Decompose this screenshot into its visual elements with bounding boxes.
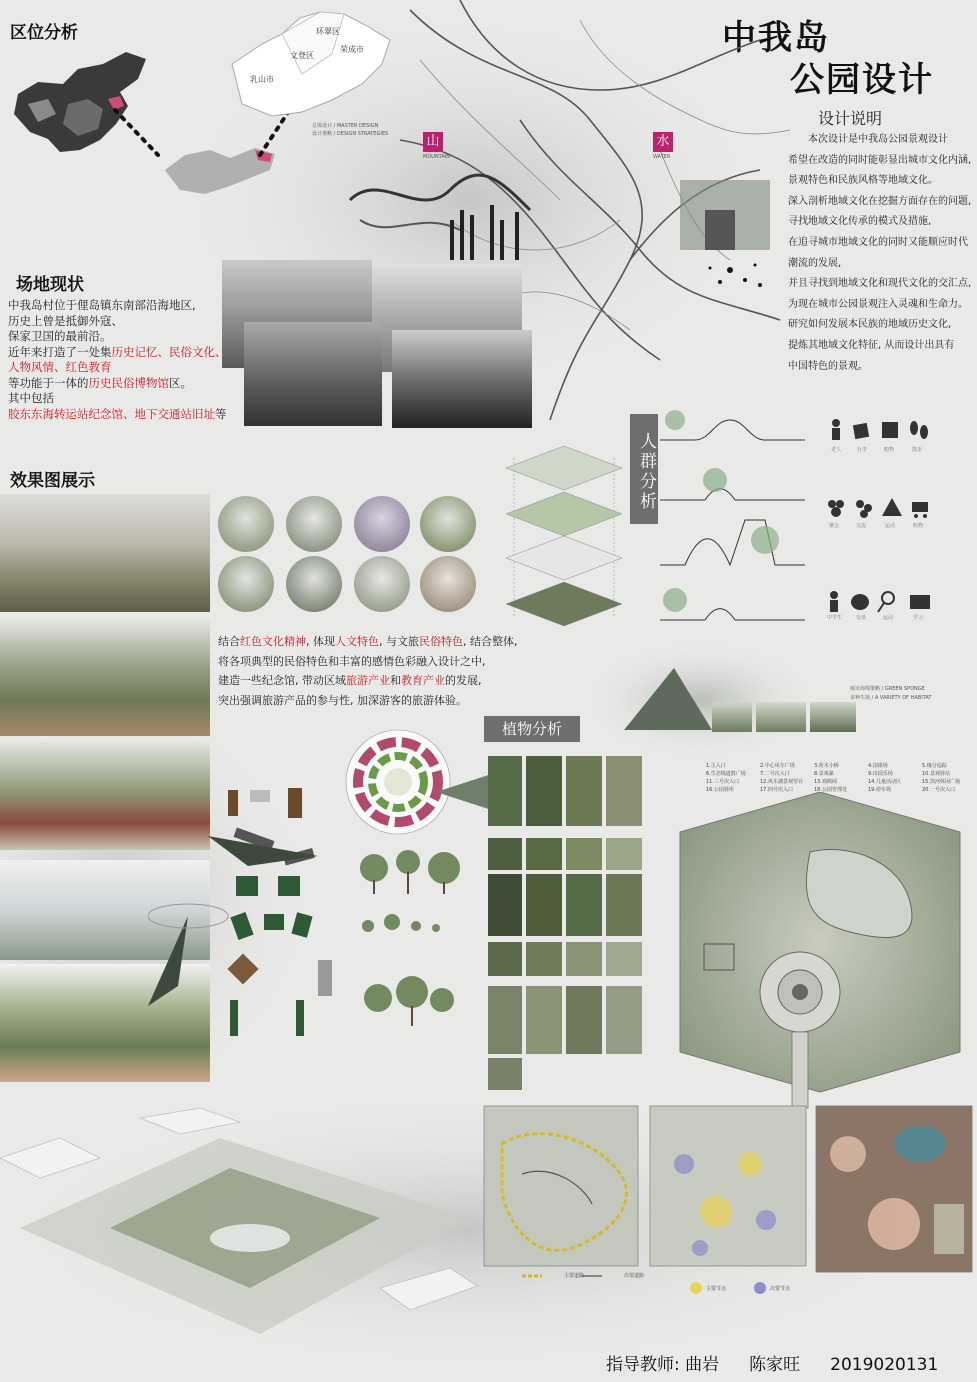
water-caption: WATER (653, 154, 671, 160)
design-line: 潮流的发展, (788, 257, 842, 269)
legend-item: 9.田园乐场 (868, 771, 893, 777)
effects-title: 效果图展示 (10, 471, 95, 491)
crowd-icons-row3 (826, 590, 936, 614)
title-line-2: 公园设计 (790, 60, 934, 100)
icon-caption: 中学生 (827, 615, 843, 621)
sponge-image (756, 702, 806, 732)
legend-sub-road: 次要道路 (624, 1273, 645, 1279)
legend-main-road: 主要道路 (564, 1273, 585, 1279)
crowd-analysis-title: 人群分析 (630, 414, 658, 524)
icon-caption: 聚会 (829, 523, 840, 529)
effects-description (218, 632, 618, 710)
crowd-section-diagrams (655, 400, 815, 640)
design-notes-body (788, 130, 974, 377)
rendering-image (0, 742, 210, 850)
design-line: 在追寻城市地域文化的同时又能顺应时代 (788, 236, 968, 248)
effect-text: 结合 (218, 635, 240, 648)
design-line: 中国特色的景观。 (788, 360, 868, 372)
plant-photo-grid (488, 756, 648, 1094)
design-strategies-label: 设计策略 / DESIGN STRATEGIES (312, 131, 389, 137)
city-label-huancui: 环翠区 (316, 27, 340, 36)
icon-caption: 学习 (913, 615, 924, 621)
thumbnail-circle (218, 556, 274, 612)
site-highlight: 历史记忆、民俗文化、 (111, 344, 227, 359)
sponge-image (712, 702, 752, 732)
credits-footer (606, 1350, 968, 1375)
student-id: 2019020131 (830, 1355, 939, 1375)
legend-item: 15.滨河休闲广场 (922, 779, 960, 785)
legend-item: 7.二号次入口 (760, 771, 790, 777)
icon-caption: 购物 (884, 447, 895, 453)
crowd-icons-row2 (826, 496, 936, 520)
legend-sub-node: 次要节点 (770, 1286, 791, 1292)
effect-text: , 结合整体, (463, 635, 518, 648)
city-label-rushan: 乳山市 (250, 75, 274, 84)
site-line: 历史上曾是抵御外寇、 (8, 313, 123, 328)
city-label-wendeng: 文登区 (290, 51, 314, 60)
thumbnail-circle (286, 556, 342, 612)
effect-text: 突出强调旅游产品的参与性, 加深游客的旅游体验。 (218, 693, 467, 707)
design-line: 为现在城市公园景观注入灵魂和生命力。 (788, 298, 968, 310)
icon-caption: 行李 (857, 447, 868, 453)
effect-highlight: 教育产业 (401, 674, 445, 687)
site-photo (392, 330, 532, 428)
legend-item: 3.荷木小桥 (814, 763, 839, 769)
legend-item: 6.生态栈道散广场 (706, 771, 746, 777)
design-line: 本次设计是中我岛公园景观设计 (808, 134, 948, 145)
plant-analysis-title: 植物分析 (484, 716, 580, 742)
design-line: 研究如何发展本民族的地域历史文化, (788, 319, 952, 331)
city-map (222, 4, 398, 124)
effect-text: 和 (390, 674, 401, 687)
aerial-view (0, 1108, 480, 1340)
icon-caption: 运动 (883, 615, 894, 621)
sponge-label-2: 多种生境 / A VARIETY OF HABITAT (850, 695, 932, 701)
sponge-image (810, 702, 856, 732)
mountain-caption: MOUNTAIN (423, 154, 450, 160)
student-name: 陈家旺 (749, 1355, 801, 1375)
legend-item: 10.景观驿站 (922, 771, 950, 777)
icon-caption: 购物 (913, 523, 924, 529)
effect-highlight: 人文特色 (335, 635, 379, 648)
design-line: 景观特色和民族风格等地域文化。 (788, 175, 938, 187)
site-status-title: 场地现状 (16, 275, 84, 295)
legend-item: 20.一号次入口 (922, 787, 955, 793)
effect-text: 建造一些纪念馆, 带动区域 (218, 674, 346, 687)
thumbnail-circle (286, 496, 342, 552)
legend-item: 2.中心风车广场 (760, 763, 795, 769)
legend-item: 11.三号次入口 (706, 779, 739, 785)
city-label-rongcheng: 荣成市 (340, 45, 364, 54)
layer-diagram (496, 428, 632, 638)
sponge-label-1: 城市海绵策略 / GREEN SPONGE (850, 686, 925, 692)
water-badge: 水 (653, 132, 673, 152)
tree-illustrations (352, 846, 482, 1056)
site-line: 近年来打造了一处集 (8, 344, 112, 359)
advisor-credit: 指导教师: 曲岩 (606, 1355, 720, 1375)
site-line: 等功能于一体的 (8, 375, 89, 390)
mountain-badge: 山 (423, 132, 443, 152)
legend-item: 5.缘分追踪 (922, 763, 947, 769)
site-line: 保家卫国的最前沿。 (8, 329, 112, 343)
design-line: 寻找地域文化传承的模式及措施, (788, 216, 932, 228)
effect-highlight: 民俗特色 (419, 635, 463, 648)
ink-sketch-water (660, 170, 780, 290)
site-status-text (8, 298, 246, 422)
location-analysis-title: 区位分析 (10, 23, 78, 43)
icon-caption: 散步 (912, 447, 923, 453)
effect-text: 将各项典型的民俗特色和丰富的感情色彩融入设计之中, (218, 654, 486, 668)
rendering-image (0, 618, 210, 736)
title-line-1: 中我岛 (722, 18, 830, 58)
design-line: 并且寻找到地域文化和现代文化的交汇点, (788, 278, 972, 290)
site-highlight: 胶东东海转运站纪念馆、地下交通站旧址 (8, 406, 215, 421)
effect-highlight: 红色文化精神 (240, 635, 306, 648)
rendering-image (0, 494, 210, 612)
thumbnail-circle (354, 556, 410, 612)
zone-analysis-plan (814, 1104, 974, 1276)
master-design-label: 总体设计 / MASTER DESIGN (312, 123, 379, 129)
ink-sketch-mountain (340, 160, 540, 270)
site-line: 等 (215, 406, 227, 421)
site-line: 其中包括 (8, 391, 54, 405)
thumbnail-circle (420, 496, 476, 552)
legend-item: 12.风车湖景观票台 (760, 779, 803, 785)
road-analysis-plan (482, 1104, 640, 1284)
site-line: 区。 (169, 375, 192, 390)
ink-birds (148, 836, 328, 1006)
legend-item: 17.四号次入口 (760, 787, 793, 793)
legend-item: 13.观鹤阁 (814, 779, 837, 785)
thumbnail-circle (420, 556, 476, 612)
thumbnail-circle (354, 496, 410, 552)
effect-highlight: 旅游产业 (346, 674, 390, 687)
design-line: 深入剖析地域文化在挖掘方面存在的问题, (788, 195, 972, 207)
site-highlight: 人物风情、红色教育 (8, 360, 112, 374)
design-line: 希望在改造的同时能彰显出城市文化内涵, (788, 154, 972, 166)
node-analysis-plan (648, 1104, 808, 1300)
legend-item: 16.公园驿所 (706, 787, 734, 793)
icon-caption: 交谈 (856, 615, 867, 621)
legend-item: 18.公园管理处 (814, 787, 847, 793)
crowd-icons-row1 (826, 418, 936, 442)
site-highlight: 历史民俗博物馆 (88, 375, 169, 390)
effect-text: , 与文旅 (379, 635, 419, 648)
legend-item: 4.国球场 (868, 763, 888, 769)
thumbnail-circle (218, 496, 274, 552)
design-line: 提炼其地域文化特征, 从而设计出具有 (788, 339, 955, 351)
site-photo (244, 322, 382, 426)
icon-caption: 老人 (831, 447, 842, 453)
icon-caption: 运动 (885, 523, 896, 529)
legend-item: 8.景观暴 (814, 771, 834, 777)
legend-item: 14.儿童活动区 (868, 779, 901, 785)
icon-caption: 交流 (856, 523, 867, 529)
legend-item: 1.主入口 (706, 763, 726, 769)
legend-item: 19.停车场 (868, 787, 891, 793)
effect-text: , 体现 (306, 635, 335, 648)
site-line: 中我岛村位于俚岛镇东南部沿海地区, (8, 298, 196, 312)
sponge-triangle (624, 668, 714, 734)
effect-text: 的发展, (445, 674, 482, 687)
master-plan (670, 792, 970, 1112)
legend-main-node: 主要节点 (706, 1286, 727, 1292)
design-notes-title: 设计说明 (818, 109, 883, 128)
